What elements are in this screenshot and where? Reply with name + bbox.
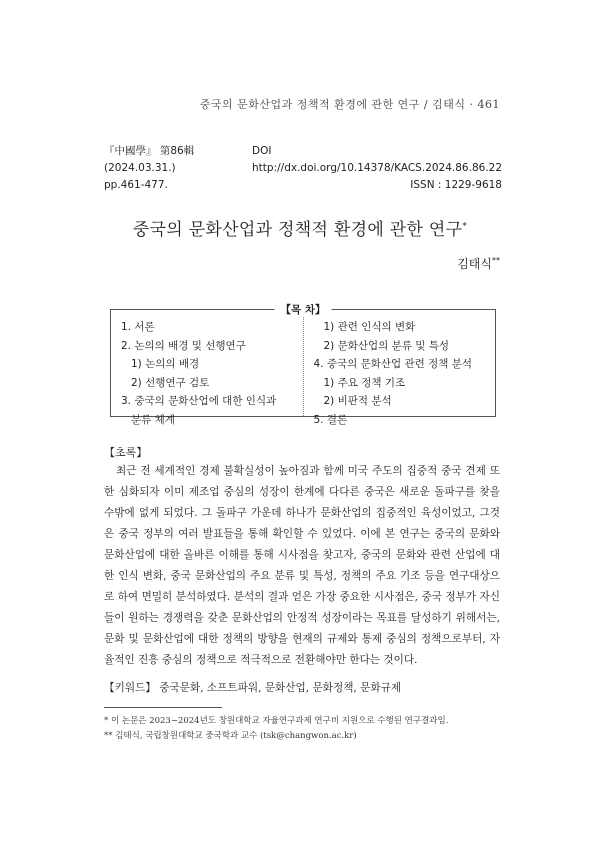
publication-meta bbox=[104, 143, 502, 194]
toc-item: 2. 논의의 배경 및 선행연구 bbox=[121, 339, 246, 352]
author-footnote-mark: ** bbox=[492, 256, 500, 265]
toc-item: 1. 서론 bbox=[121, 321, 155, 333]
paper-title-text: 중국의 문화산업과 정책적 환경에 관한 연구 bbox=[132, 220, 463, 240]
running-head: 중국의 문화산업과 정책적 환경에 관한 연구 / 김태식 · 461 bbox=[199, 98, 500, 111]
issn: ISSN : 1229-9618 bbox=[410, 179, 502, 191]
toc-item: 4. 중국의 문화산업 관련 정책 분석 bbox=[313, 358, 473, 370]
toc-item: 2) 선행연구 검토 bbox=[131, 376, 210, 389]
keywords: 【키워드】 중국문화, 소프트파워, 문화산업, 문화정책, 문화규제 bbox=[104, 682, 402, 694]
table-of-contents bbox=[110, 304, 496, 426]
toc-item: 2) 문화산업의 분류 및 특성 bbox=[323, 339, 450, 352]
toc-item: 5. 결론 bbox=[313, 413, 348, 426]
author-name: 김태식 bbox=[457, 257, 492, 271]
paper-title bbox=[0, 215, 600, 240]
toc-item: 분류 체계 bbox=[131, 413, 175, 426]
footnotes bbox=[104, 714, 500, 744]
toc-left-column bbox=[111, 310, 304, 426]
toc-item: 1) 관련 인식의 변화 bbox=[323, 321, 416, 333]
title-footnote-mark: * bbox=[462, 221, 468, 232]
toc-item: 2) 비판적 분석 bbox=[323, 395, 392, 407]
toc-item: 3. 중국의 문화산업에 대한 인식과 bbox=[121, 395, 277, 407]
page-range: pp.461-477. bbox=[104, 179, 168, 191]
toc-right-column bbox=[304, 310, 496, 426]
toc-item: 1) 주요 정책 기조 bbox=[323, 376, 406, 389]
author bbox=[457, 255, 500, 272]
abstract-label: 【초록】 bbox=[104, 446, 148, 459]
footnote-author: ** 김태식, 국립창원대학교 중국학과 교수 (tsk@changwon.ac.kr) bbox=[104, 731, 357, 741]
toc-title: 【목 차】 bbox=[275, 302, 332, 317]
footnote-divider bbox=[104, 707, 222, 708]
abstract-text: 최근 전 세계적인 경제 불확실성이 높아짐과 함께 미국 주도의 집중적 중국 견제 또한 심화되자 이미 제조업 중심의 성장이 한계에 다다른 중국은 새로운 돌파구를 찾을 수밖에 없게 되었다. 그 돌파구 가운데 하나가 문화산업의 집중적인 육성이었고, 그것은 중국 정부의 여러 발표들을 통해 확인할 수 있었다. 이에 본 연구는 중국의 문화와 문화산업에 대한 올바른 이해를 통해 시사점을 찾고자, 중국의 문화와 관련 산업에 대한 인식 변화, 중국 문화산업의 주요 분류 및 특성, 정책의 주요 기조 등을 연구대상으로 하여 면밀히 분석하였다. 분석의 결과 얻은 가장 중요한 시사점은, 중국 정부가 자신들이 원하는 경쟁력을 갖춘 문화산업의 안정적 성장이라는 목표를 달성하기 위해서는, 문화 및 문화산업에 대한 정책의 방향을 현재의 규제와 통제 중심의 정책으로부터, 자율적인 진흥 중심의 정책으로 적극적으로 전환해야만 한다는 것이다. bbox=[104, 465, 500, 666]
footnote-funding: * 이 논문은 2023~2024년도 창원대학교 자율연구과제 연구비 지원으로 수행된 연구결과임. bbox=[104, 716, 449, 726]
journal-info: 『中國學』 第86輯 (2024.03.31.) bbox=[104, 145, 195, 174]
doi-link[interactable]: DOI http://dx.doi.org/10.14378/KACS.2024.86.86.22 bbox=[252, 145, 503, 174]
toc-item: 1) 논의의 배경 bbox=[131, 358, 200, 370]
